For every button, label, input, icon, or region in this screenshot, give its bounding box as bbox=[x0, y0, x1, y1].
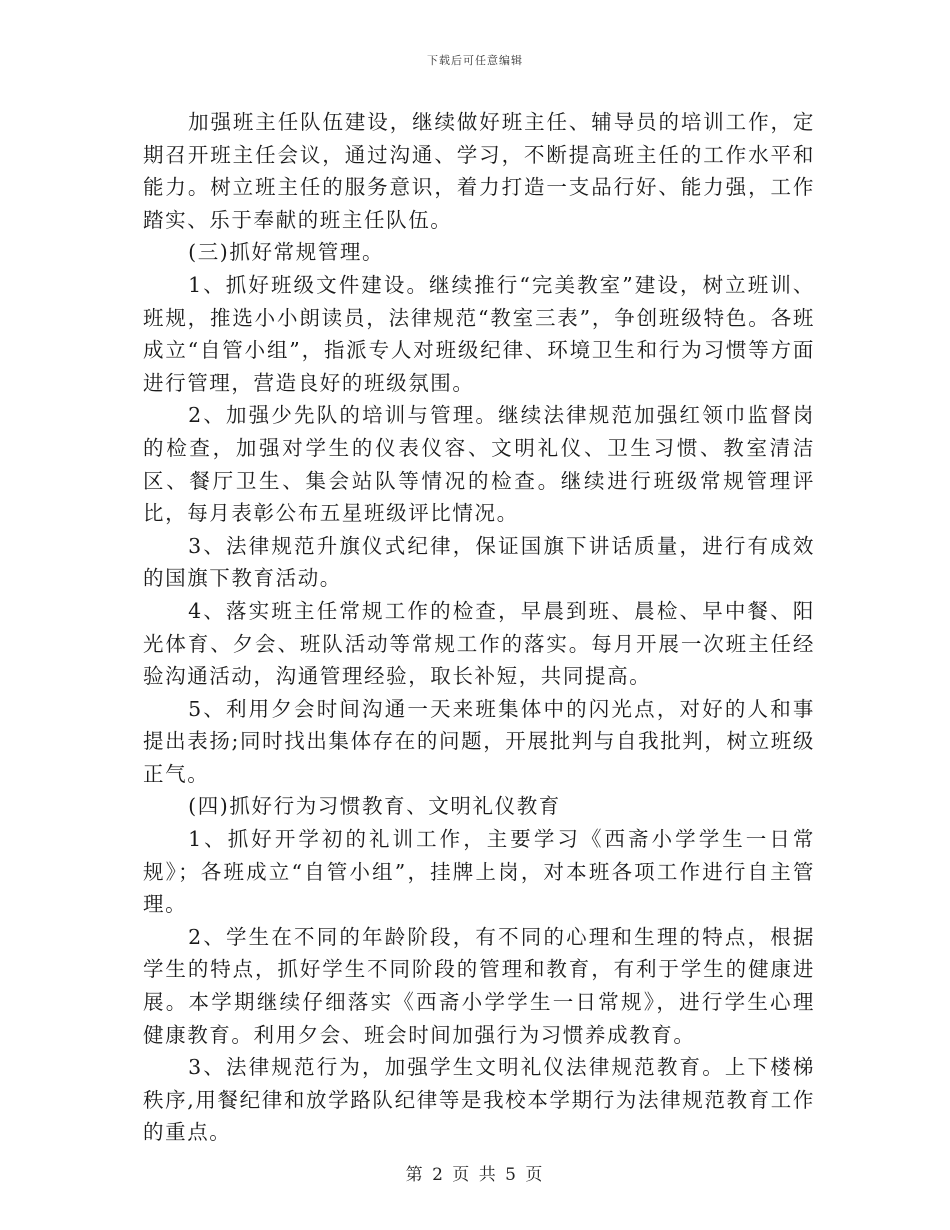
paragraph: 2、加强少先队的培训与管理。继续法律规范加强红领巾监督岗的检查，加强对学生的仪表仪容、文明礼仪、卫生习惯、教室清洁区、餐厅卫生、集会站队等情况的检查。继续进行班级常规管理评比，每月表彰公布五星班级评比情况。 bbox=[143, 403, 815, 526]
paragraph: 加强班主任队伍建设，继续做好班主任、辅导员的培训工作，定期召开班主任会议，通过沟通、学习，不断提高班主任的工作水平和能力。树立班主任的服务意识，着力打造一支品行好、能力强，工作踏实、乐于奉献的班主任队伍。 bbox=[143, 110, 815, 232]
section-heading: (四)抓好行为习惯教育、文明礼仪教育 bbox=[188, 794, 561, 819]
paragraph: 3、法律规范行为，加强学生文明礼仪法律规范教育。上下楼梯秩序,用餐纪律和放学路队纪律等是我校本学期行为法律规范教育工作的重点。 bbox=[143, 1055, 815, 1145]
paragraph: 1、抓好班级文件建设。继续推行“完美教室”建设，树立班训、班规，推选小小朗读员，法律规范“教室三表”，争创班级特色。各班成立“自管小组”，指派专人对班级纪律、环境卫生和行为习惯等方面进行管理，营造良好的班级氛围。 bbox=[143, 272, 815, 395]
paragraph: 2、学生在不同的年龄阶段，有不同的心理和生理的特点，根据学生的特点，抓好学生不同阶段的管理和教育，有利于学生的健康进展。本学期继续仔细落实《西斋小学学生一日常规》，进行学生心理健康教育。利用夕会、班会时间加强行为习惯养成教育。 bbox=[143, 924, 815, 1047]
header-note: 下载后可任意编辑 bbox=[427, 54, 523, 67]
page-number-footer: 第 2 页 共 5 页 bbox=[405, 1165, 545, 1185]
body-text bbox=[143, 106, 815, 1149]
paragraph: 5、利用夕会时间沟通一天来班集体中的闪光点，对好的人和事提出表扬;同时找出集体存在的问题，开展批判与自我批判，树立班级正气。 bbox=[143, 696, 815, 786]
paragraph: 4、落实班主任常规工作的检查，早晨到班、晨检、早中餐、阳光体育、夕会、班队活动等常规工作的落实。每月开展一次班主任经验沟通活动，沟通管理经验，取长补短，共同提高。 bbox=[143, 598, 815, 689]
section-heading: (三)抓好常规管理。 bbox=[188, 240, 385, 265]
paragraph: 3、法律规范升旗仪式纪律，保证国旗下讲话质量，进行有成效的国旗下教育活动。 bbox=[143, 533, 815, 591]
paragraph: 1、抓好开学初的礼训工作，主要学习《西斋小学学生一日常规》；各班成立“自管小组”，挂牌上岗，对本班各项工作进行自主管理。 bbox=[143, 827, 815, 917]
